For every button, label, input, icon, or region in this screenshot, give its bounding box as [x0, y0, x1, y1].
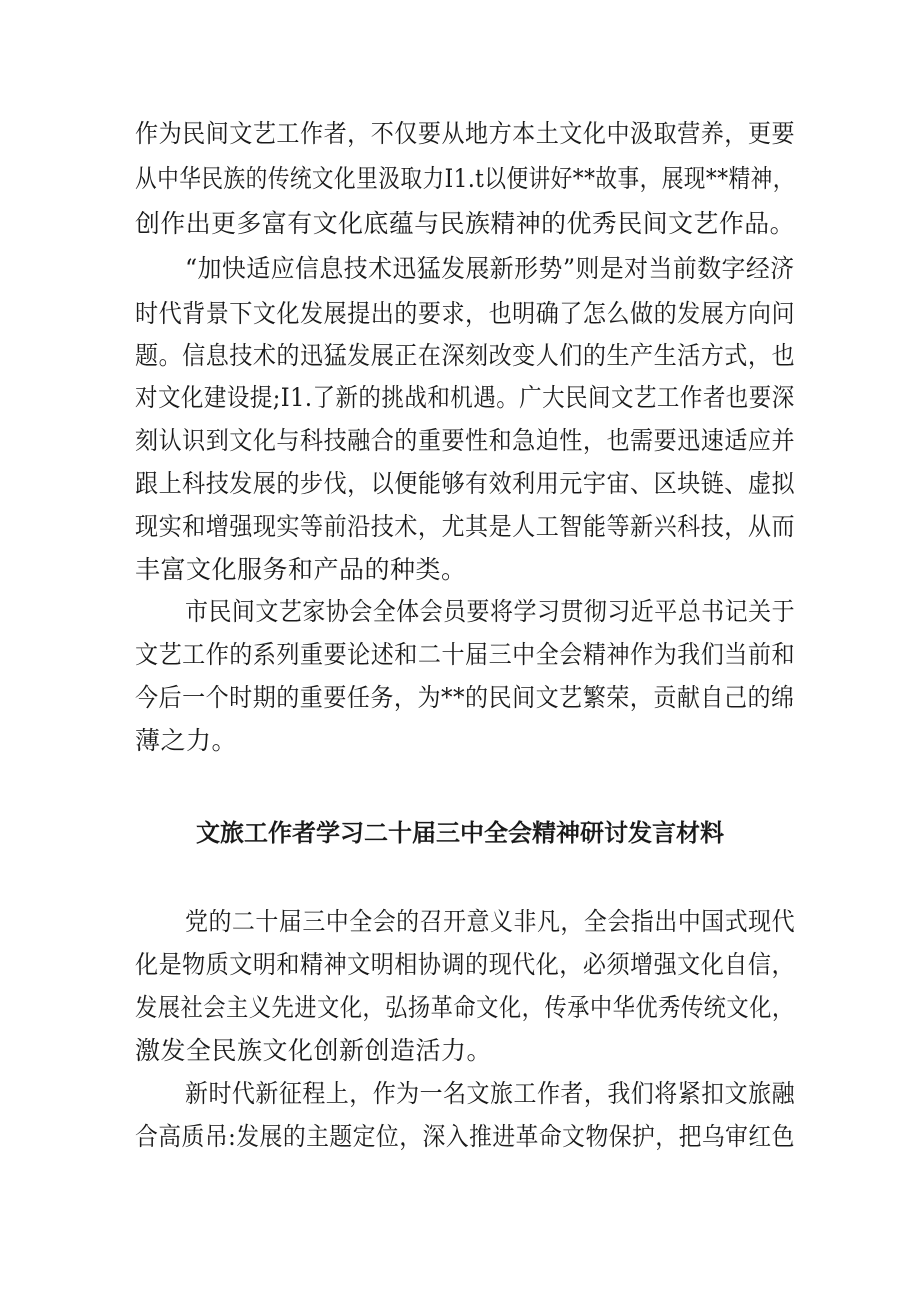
- paragraph-4-line-1: 党的二十届三中全会的召开意义非凡，全会指出中国式现代: [185, 907, 796, 936]
- paragraph-2-line-8: 丰富文化服务和产品的种类。: [135, 555, 467, 584]
- section-title: 文旅工作者学习二十届三中全会精神研讨发言材料: [196, 819, 724, 847]
- paragraph-2-line-4: 对文化建设提;I1.了新的挑战和机遇。广大民间文艺工作者也要深: [135, 383, 795, 412]
- paragraph-2-line-7: 现实和增强现实等前沿技术，尤其是人工智能等新兴科技，从而: [135, 512, 796, 541]
- paragraph-3-line-2: 文艺工作的系列重要论述和二十届三中全会精神作为我们当前和: [135, 640, 796, 669]
- paragraph-3-line-4: 薄之力。: [135, 726, 238, 755]
- paragraph-2-line-2: 时代背景下文化发展提出的要求，也明确了怎么做的发展方向问: [135, 299, 796, 328]
- paragraph-2-line-5: 刻认识到文化与科技融合的重要性和急迫性，也需要迅速适应并: [135, 426, 796, 455]
- paragraph-5-line-1: 新时代新征程上，作为一名文旅工作者，我们将紧扣文旅融: [185, 1079, 796, 1108]
- paragraph-4-line-4: 激发全民族文化创新创造活力。: [135, 1036, 493, 1065]
- paragraph-2-line-3: 题。信息技术的迅猛发展正在深刻改变人们的生产生活方式，也: [135, 341, 796, 370]
- paragraph-2-line-6: 跟上科技发展的步伐，以便能够有效利用元宇宙、区块链、虚拟: [135, 469, 796, 498]
- paragraph-4-line-3: 发展社会主义先进文化，弘扬革命文化，传承中华优秀传统文化，: [135, 993, 795, 1022]
- paragraph-5-line-2: 合高质吊:发展的主题定位，深入推进革命文物保护，把乌审红色: [135, 1122, 795, 1151]
- paragraph-3-line-1: 市民间文艺家协会全体会员要将学习贯彻习近平总书记关于: [185, 597, 796, 626]
- paragraph-1-line-1: 作为民间文艺工作者，不仅要从地方本土文化中汲取营养，更要: [135, 119, 796, 148]
- paragraph-1-line-3: 创作出更多富有文化底蕴与民族精神的优秀民间文艺作品。: [135, 209, 796, 238]
- paragraph-3-line-3: 今后一个时期的重要任务，为**的民间文艺繁荣，贡献自己的绵: [135, 683, 795, 712]
- paragraph-1-line-2: 从中华民族的传统文化里汲取力I1.t以便讲好**故事，展现**精神，: [135, 164, 795, 193]
- paragraph-2-line-1: “加快适应信息技术迅猛发展新形势”则是对当前数字经济: [185, 254, 795, 283]
- paragraph-4-line-2: 化是物质文明和精神文明相协调的现代化，必须增强文化自信，: [135, 950, 796, 979]
